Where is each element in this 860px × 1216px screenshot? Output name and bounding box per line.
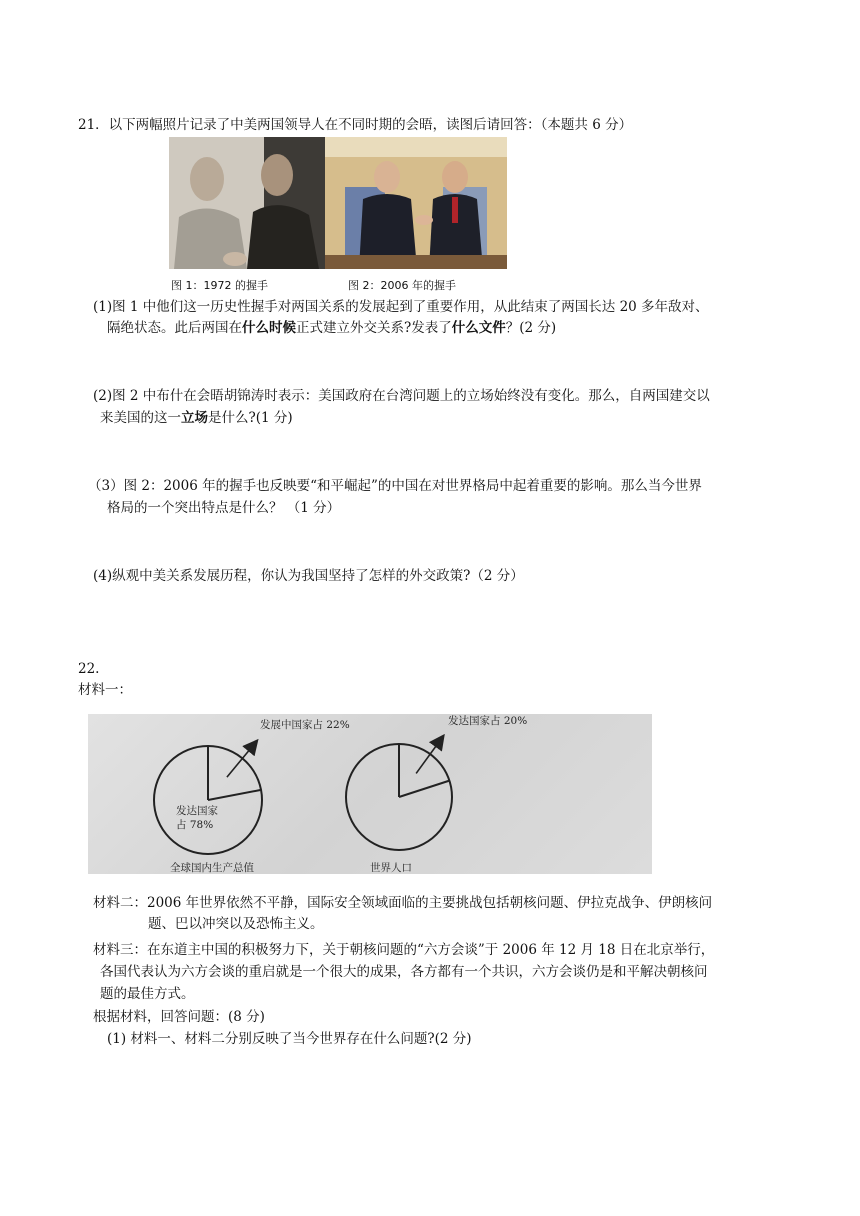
- pie-callout-arrow: [416, 739, 441, 773]
- pie-callout-arrow: [227, 744, 255, 777]
- pie-slice-label: 发展中国家占 22%: [260, 719, 350, 731]
- pie-chart-gdp: [154, 718, 350, 874]
- photo-2-caption: 图 2：2006 年的握手: [348, 279, 456, 292]
- q21-sub4: (4)纵观中美关系发展历程，你认为我国坚持了怎样的外交政策?（2 分）: [93, 568, 524, 584]
- q22-material3-line2: 各国代表认为六方会谈的重启就是一个很大的成果，各方都有一个共识，六方会谈仍是和平解决朝核问: [100, 964, 708, 980]
- q21-sub1-line2: 隔绝状态。此后两国在什么时候正式建立外交关系?发表了什么文件？(2 分): [107, 320, 557, 336]
- pie-slice-label: 发达国家: [176, 805, 218, 817]
- q22-material2-line2: 题、巴以冲突以及恐怖主义。: [148, 916, 324, 932]
- q21-sub3-line1: （3）图 2：2006 年的握手也反映要“和平崛起”的中国在对世界格局中起着重要的影响。那么当今世界: [88, 478, 702, 494]
- q22-sub1: (1) 材料一、材料二分别反映了当今世界存在什么问题?(2 分): [107, 1031, 472, 1047]
- pie-charts-svg: [88, 714, 652, 874]
- q21-sub3-line2: 格局的一个突出特点是什么？ （1 分）: [107, 500, 341, 516]
- pie-slice-divider: [208, 790, 261, 800]
- q21-sub1-line1: (1)图 1 中他们这一历史性握手对两国关系的发展起到了重要作用，从此结束了两国长达 20 多年敌对、: [93, 299, 709, 315]
- q21-sub2-line2: 来美国的这一立场是什么?(1 分): [100, 410, 293, 426]
- q22-number: 22.: [78, 661, 100, 677]
- pie-slice-label: 发达国家占 20%: [448, 715, 528, 727]
- q22-material2-line1: 材料二：2006 年世界依然不平静，国际安全领域面临的主要挑战包括朝核问题、伊拉克战争、伊朗核问: [93, 895, 713, 911]
- q21-sub2-line1: (2)图 2 中布什在会晤胡锦涛时表示：美国政府在台湾问题上的立场始终没有变化。那么，自两国建交以: [93, 388, 710, 404]
- photo-2006-handshake: [325, 137, 507, 269]
- pie-title: 全球国内生产总值: [170, 862, 254, 874]
- q22-material3-line1: 材料三：在东道主中国的积极努力下，关于朝核问题的“六方会谈”于 2006 年 12 月 18 日在北京举行，: [93, 942, 715, 958]
- pie-slice-divider: [399, 781, 449, 797]
- q22-instruction: 根据材料，回答问题：(8 分): [93, 1009, 265, 1025]
- material1-pie-charts: [88, 714, 652, 874]
- pie-title: 世界人口: [370, 862, 412, 874]
- photo-1-caption: 图 1：1972 的握手: [171, 279, 268, 292]
- photo-1972-handshake: [169, 137, 325, 269]
- q22-material1-label: 材料一：: [78, 682, 132, 698]
- pie-chart-population: [346, 714, 527, 874]
- q21-stem: 21．以下两幅照片记录了中美两国领导人在不同时期的会晤，读图后请回答：（本题共 6 分）: [78, 117, 633, 133]
- pie-slice-label: 占 78%: [176, 819, 214, 831]
- q22-material3-line3: 题的最佳方式。: [100, 986, 195, 1002]
